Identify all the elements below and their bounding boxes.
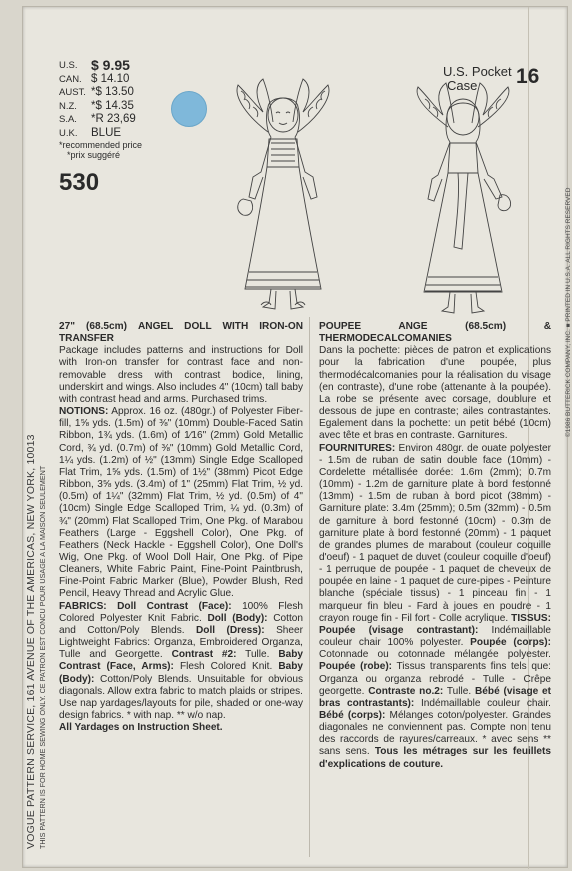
price-row-uk: [59, 127, 199, 141]
side-publisher-text: [23, 7, 51, 869]
price-row-can: [59, 73, 199, 87]
fabrics-label: FABRICS:: [59, 600, 107, 612]
english-description: [59, 321, 303, 734]
visage-text: Indémaillable couleur chair 100% polyester.: [319, 624, 551, 649]
contraste2-text: Tulle.: [446, 685, 472, 697]
price-label: U.S.: [59, 60, 78, 71]
doll-contrast-face-label: Doll Contrast (Face):: [117, 600, 232, 612]
doll-dress-text: Sheer Lightweight Fabrics: Organza, Embroidered Organza, Tulle and Georgette.: [59, 624, 303, 661]
english-title-size: 27" (68.5cm): [59, 321, 127, 332]
angel-doll-back-illustration: [388, 87, 538, 327]
bebe-corps-label: Bébé (corps):: [319, 710, 386, 721]
price-value: $ 14.10: [91, 72, 130, 85]
price-label: S.A.: [59, 114, 77, 125]
visage-label: Poupée (visage contrastant):: [319, 624, 479, 636]
notions-label: NOTIONS:: [59, 406, 109, 418]
french-description: [319, 321, 551, 771]
doll-body-text: Cotton and Cotton/Poly Blends.: [59, 612, 304, 636]
price-label: U.K.: [59, 127, 78, 139]
doll-dress-label: Doll (Dress):: [195, 624, 265, 636]
style-number: 530: [59, 169, 100, 196]
doll-contrast-face-text: 100% Flesh Colored Polyester Knit Fabric.: [59, 600, 303, 624]
bebe-visage-label: Bébé (visage et bras contrastants):: [319, 685, 552, 709]
notions-block: [59, 406, 303, 601]
contraste2-label: Contraste no.2:: [368, 685, 444, 697]
doll-body-label: Doll (Body):: [207, 612, 268, 624]
price-value: BLUE: [91, 126, 122, 139]
copyright-line: ©1986 BUTTERICK COMPANY, INC. ■ PRINTED IN U.S.A. ALL RIGHTS RESERVED: [565, 187, 572, 437]
robe-label: Poupée (robe):: [319, 661, 393, 673]
contrast2-label: Contrast #2:: [171, 649, 237, 661]
yardages-note: [59, 722, 303, 734]
price-label: AUST.: [59, 87, 86, 98]
corps-text: Cotonnade ou cotonnade mélangée polyester.: [319, 649, 551, 661]
english-title: ANGEL DOLL WITH IRON-ON TRANSFER: [59, 321, 303, 345]
price-label: N.Z.: [59, 100, 77, 112]
column-divider: [309, 317, 310, 857]
fabrics-block: [59, 601, 303, 723]
baby-body-label: Baby (Body):: [59, 661, 303, 685]
blue-color-dot: [171, 91, 207, 127]
pocket-line-2: Case: [447, 78, 478, 93]
price-value: *R 23,69: [91, 113, 136, 125]
english-intro: Package includes patterns and instructions for Doll with Iron-on transfer for contrast face and non-removable dress with contrast bodice, lining, underskirt and wings. Also includes 4" (10cm) tall baby with contrast head and arms. Purchased trims.: [59, 345, 303, 405]
price-value: *$ 13.50: [91, 86, 134, 98]
price-label: CAN.: [59, 73, 82, 85]
recommended-price-note: *recommended price: [59, 140, 143, 150]
publisher-line: VOGUE PATTERN SERVICE, 161 AVENUE OF THE AMERICAS, NEW YORK, 10013: [25, 434, 37, 849]
metrages-note: Tous les métrages sur les feuillets d'explications de couture.: [319, 746, 551, 770]
bebe-visage-text: Indémaillable couleur chair.: [420, 697, 551, 709]
baby-body-text: Cotton/Poly Blends. Unsuitable for obvious diagonals. Allow extra fabric to match plaids or stripes. Use nap yardages/layouts for pile, shaded or one-way design fabrics. * with nap. ** w/o nap.: [59, 673, 303, 721]
copyright-side-text: [555, 187, 572, 737]
pocket-case-number: 16: [516, 65, 540, 88]
contrast2-text: Tulle.: [245, 649, 270, 661]
angel-doll-front-illustration: [213, 77, 353, 327]
fournitures-block: [319, 443, 551, 771]
tissus-label: TISSUS:: [511, 612, 551, 624]
fournitures-text: Environ 480gr. de ouate polyester - 1.5m de ruban de satin double face (10mm) - Cordelette métallisée dorée: 1.6m (2mm); 0.7m (10mm) - 1.2m de garniture plate à bord festonné (13mm) - 1.5m de ruban à bord picot (38mm) - Garniture plate: 3.4m (25mm); 0.5m (32mm) - 0.5m de garniture à bord festonné (10cm) - 0.3m de garniture plate à bord festonné (20mm) - 1 paquet de grandes plumes de marabout (couleur coquille d'oeuf) - 1 paquet de duvet (couleur coquille d'oeuf) - 1 perruque de poupée - 1 paquet de cheveux de poupée en laine - 1 paquet de cure-pipes - Peinture blanche (spéciale tissus) - 1 pinceau fin - 1 marqueur fin bleu - Fard à joues en poudre - 1 crayon rouge fin - Fil fort - Colle acrylique.: [319, 442, 551, 624]
price-value: *$ 14.35: [91, 99, 134, 112]
english-title-block: [59, 321, 303, 345]
disclaimer-line: THIS PATTERN IS FOR HOME SEWING ONLY. CE PATRON EST CONCU POUR USAGE A LA MAISON SEULEMENT: [38, 465, 47, 849]
baby-contrast-label: Baby Contrast (Face, Arms):: [59, 649, 303, 673]
notions-text: Approx. 16 oz. (480gr.) of Polyester Fiber-fill, 1⅝ yds. (1.5m) of ⅜" (10mm) Double-Faced Satin Ribbon, 1¾ yds. (1.6m) of 1⁄16" (2mm) Gold Metallic Cord, ¾ yd. (0.7m) of ⅜" (10mm) Gold Metallic Cord, 1¼ yds. (1.2m) of ½" (13mm) Single Edge Scalloped Flat Trim, 1⅝ yds. (1.5m) of 1½" (38mm) Picot Edge Ribbon, 3⅝ yds. (3.4m) of 1" (25mm) Flat Trim, ½ yd. (0.5m) of 1¼" (32mm) Flat Trim, ½ yd. (0.5m) of 4" (10cm) Single Edge Scalloped Trim, ¼ yd. (0.3m) of ¾" (20mm) Flat Scalloped Trim, One Pkg. of Marabou Feathers (Large - Eggshell Color), One Pkg. of Feathers (Neck Hackle - Eggshell Color), One Doll's Wig, One Pkg. of Wool Doll Hair, One Pkg. of Pipe Cleaners, White Fabric Paint, Fine-Point Paintbrush, Fine-Point Fabric Marker (Blue), Powder Blush, Red Pencil, Heavy Thread and Acrylic Glue.: [59, 406, 303, 600]
bebe-corps-text: Mélanges coton/polyester. Grandes diagonales ne conviennent pas. Compte non tenu des raccords de rayures/carreaux. * avec sens ** sans sens.: [319, 710, 551, 758]
price-row-us: [59, 59, 199, 73]
pattern-envelope-back: [22, 6, 572, 868]
corps-label: Poupée (corps):: [470, 637, 551, 649]
pocket-line-1: U.S. Pocket: [443, 64, 512, 79]
fournitures-label: FOURNITURES:: [319, 442, 396, 454]
prix-suggere-note: *prix suggéré: [67, 150, 121, 160]
french-intro: Dans la pochette: pièces de patron et explications pour la fabrication d'une poupée, plus thermodécalcomanies pour la réalisation du visage (en contraste), d'une robe (attenante à la poupée). La robe se présente avec corsage, doublure et dessous de jupe en contraste; ailes contrastantes. Egalement dans la pochette: un petit bébé (10cm) avec tête et bras en contraste. Garnitures.: [319, 345, 551, 442]
robe-text: Tissus transparents fins tels que: Organza ou organza rebrodé - Tulle - Crêpe georgette.: [319, 661, 551, 697]
french-title: POUPEE ANGE (68.5cm) & THERMODECALCOMANIES: [319, 321, 551, 345]
french-title-block: [319, 321, 551, 345]
baby-contrast-text: Flesh Colored Knit.: [179, 661, 273, 673]
yardages-note-text: All Yardages on Instruction Sheet.: [59, 722, 223, 734]
price-value: $ 9.95: [91, 57, 130, 73]
